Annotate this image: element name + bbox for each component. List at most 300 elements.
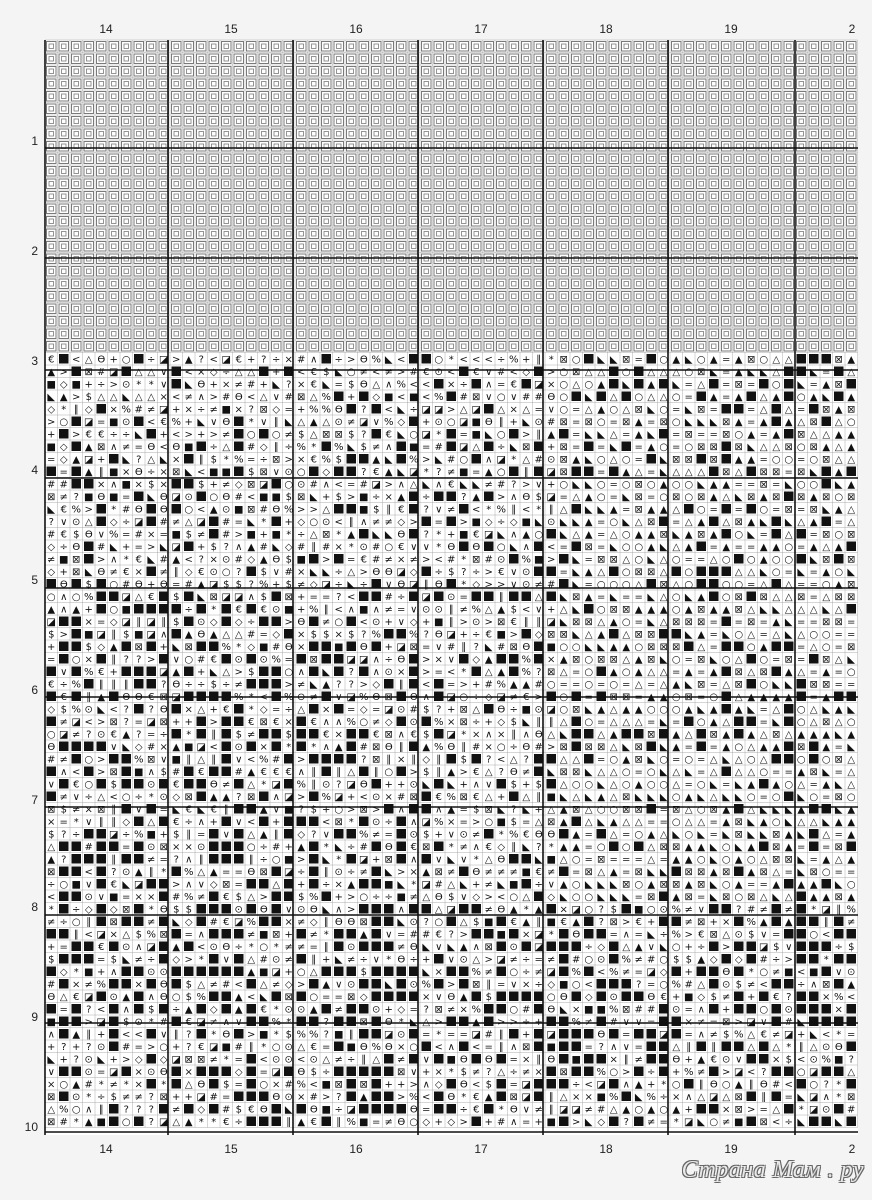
svg-text:■: ■ xyxy=(472,417,481,428)
svg-text:○: ○ xyxy=(622,455,631,466)
svg-text:⊠: ⊠ xyxy=(797,492,805,503)
svg-text:▲: ▲ xyxy=(397,492,405,503)
svg-text:⊙: ⊙ xyxy=(435,605,443,616)
svg-text:◣: ◣ xyxy=(322,380,330,391)
svg-text:⊠: ⊠ xyxy=(822,655,830,666)
svg-text:○: ○ xyxy=(622,617,631,628)
svg-text:#: # xyxy=(222,517,230,528)
svg-text:#: # xyxy=(272,642,280,653)
svg-text:⊙: ⊙ xyxy=(272,605,280,616)
svg-text:▲: ▲ xyxy=(672,355,680,366)
svg-text:◪: ◪ xyxy=(484,530,493,541)
svg-text:▲: ▲ xyxy=(847,355,855,366)
svg-text:⊠: ⊠ xyxy=(797,467,805,478)
svg-text:○: ○ xyxy=(672,592,681,603)
svg-text:=: = xyxy=(597,467,605,478)
svg-text:=: = xyxy=(797,642,805,653)
svg-text:◪: ◪ xyxy=(97,630,106,641)
svg-text:∨: ∨ xyxy=(435,642,442,653)
svg-text:▲: ▲ xyxy=(610,642,618,653)
svg-text:△: △ xyxy=(572,380,580,391)
svg-text:◇: ◇ xyxy=(47,405,55,416)
svg-text:+: + xyxy=(85,380,93,391)
svg-text:#: # xyxy=(447,642,455,653)
svg-text:÷: ÷ xyxy=(335,580,343,591)
svg-text:■: ■ xyxy=(409,442,418,453)
svg-text:◣: ◣ xyxy=(822,505,830,516)
svg-text:=: = xyxy=(647,467,655,478)
svg-text:◇: ◇ xyxy=(297,517,305,528)
svg-text:>: > xyxy=(460,617,468,628)
svg-text:=: = xyxy=(835,630,843,641)
svg-text:■: ■ xyxy=(409,392,418,403)
svg-text:▲: ▲ xyxy=(847,392,855,403)
svg-text:⊠: ⊠ xyxy=(722,430,730,441)
svg-text:⊠: ⊠ xyxy=(685,455,693,466)
svg-text:=: = xyxy=(135,442,143,453)
svg-text:◣: ◣ xyxy=(310,567,318,578)
svg-text:∥: ∥ xyxy=(136,617,141,628)
svg-text:○: ○ xyxy=(109,605,118,616)
svg-text:▲: ▲ xyxy=(772,617,780,628)
svg-text:?: ? xyxy=(161,680,166,691)
svg-text:■: ■ xyxy=(334,642,343,653)
svg-text:€: € xyxy=(448,480,454,491)
svg-text:△: △ xyxy=(797,605,805,616)
svg-text:◣: ◣ xyxy=(585,430,593,441)
svg-text:≠: ≠ xyxy=(297,680,305,691)
svg-text:*: * xyxy=(486,505,491,516)
svg-text:#: # xyxy=(435,442,443,453)
svg-text:⊙: ⊙ xyxy=(260,655,268,666)
svg-text:Ɵ: Ɵ xyxy=(447,542,455,553)
svg-text:▲: ▲ xyxy=(747,517,755,528)
svg-text:*: * xyxy=(461,667,466,678)
svg-text:△: △ xyxy=(785,605,793,616)
svg-text:◪: ◪ xyxy=(209,580,218,591)
svg-text:€: € xyxy=(236,355,242,366)
svg-text:€: € xyxy=(311,455,317,466)
svg-text:◣: ◣ xyxy=(647,405,655,416)
svg-text:△: △ xyxy=(610,430,618,441)
svg-text:◣: ◣ xyxy=(672,530,680,541)
svg-text:=: = xyxy=(585,555,593,566)
svg-text:=: = xyxy=(635,442,643,453)
svg-text:#: # xyxy=(460,392,468,403)
svg-text:⊠: ⊠ xyxy=(335,430,343,441)
svg-text:⊠: ⊠ xyxy=(810,505,818,516)
svg-text:×: × xyxy=(297,630,305,641)
svg-text:$: $ xyxy=(86,580,92,591)
svg-text:>: > xyxy=(422,455,430,466)
svg-text:€: € xyxy=(61,530,67,541)
svg-text:*: * xyxy=(349,542,354,553)
svg-text:○: ○ xyxy=(647,480,656,491)
svg-text:<: < xyxy=(160,442,168,453)
row-label: 1 xyxy=(18,134,38,148)
svg-text:×: × xyxy=(160,467,168,478)
svg-text:◣: ◣ xyxy=(822,605,830,616)
svg-text:⊠: ⊠ xyxy=(247,505,255,516)
svg-text:○: ○ xyxy=(847,417,856,428)
svg-text:△: △ xyxy=(660,555,668,566)
svg-text:■: ■ xyxy=(459,530,468,541)
svg-text:◪: ◪ xyxy=(172,542,181,553)
svg-text:⊠: ⊠ xyxy=(47,492,55,503)
svg-text:◣: ◣ xyxy=(510,442,518,453)
svg-text:◇: ◇ xyxy=(322,467,330,478)
svg-text:⊠: ⊠ xyxy=(560,630,568,641)
svg-text:*: * xyxy=(424,467,429,478)
svg-text:■: ■ xyxy=(259,492,268,503)
svg-text:△: △ xyxy=(135,392,143,403)
svg-text:€: € xyxy=(98,430,104,441)
svg-text:■: ■ xyxy=(434,617,443,628)
svg-text:⊠: ⊠ xyxy=(260,405,268,416)
svg-text:>: > xyxy=(97,555,105,566)
svg-text:Ɵ: Ɵ xyxy=(485,417,493,428)
svg-text:◪: ◪ xyxy=(47,617,56,628)
svg-text:Ɵ: Ɵ xyxy=(72,542,80,553)
svg-text:⊠: ⊠ xyxy=(585,542,593,553)
svg-text:∨: ∨ xyxy=(510,392,517,403)
svg-text:∥: ∥ xyxy=(511,505,516,516)
svg-text:#: # xyxy=(235,555,243,566)
svg-text:Ɵ: Ɵ xyxy=(435,580,443,591)
svg-text:=: = xyxy=(697,555,705,566)
svg-text:=: = xyxy=(822,367,830,378)
svg-text:△: △ xyxy=(522,405,530,416)
svg-text:■: ■ xyxy=(122,480,131,491)
svg-text:◣: ◣ xyxy=(660,467,668,478)
svg-text:Ɵ: Ɵ xyxy=(360,380,368,391)
svg-text:⊠: ⊠ xyxy=(297,392,305,403)
svg-text:◣: ◣ xyxy=(747,442,755,453)
svg-text:○: ○ xyxy=(634,555,643,566)
svg-text:?: ? xyxy=(536,667,541,678)
svg-text:◣: ◣ xyxy=(810,467,818,478)
svg-text:▲: ▲ xyxy=(385,467,393,478)
svg-text:#: # xyxy=(122,580,130,591)
svg-text:△: △ xyxy=(610,530,618,541)
svg-text:△: △ xyxy=(647,367,655,378)
svg-text:◇: ◇ xyxy=(310,580,318,591)
svg-text:*: * xyxy=(124,555,129,566)
svg-text:▲: ▲ xyxy=(647,605,655,616)
svg-text:=: = xyxy=(710,430,718,441)
svg-text:▲: ▲ xyxy=(85,442,93,453)
svg-text:+: + xyxy=(172,405,180,416)
svg-text:▲: ▲ xyxy=(585,530,593,541)
svg-text:Ɵ: Ɵ xyxy=(272,505,280,516)
svg-text:△: △ xyxy=(235,367,243,378)
svg-text:△: △ xyxy=(297,417,305,428)
svg-text:⊠: ⊠ xyxy=(560,467,568,478)
svg-text:◣: ◣ xyxy=(510,542,518,553)
svg-text:▲: ▲ xyxy=(810,492,818,503)
svg-text:△: △ xyxy=(85,517,93,528)
svg-text:△: △ xyxy=(735,655,743,666)
svg-text:$: $ xyxy=(261,567,267,578)
svg-text:*: * xyxy=(436,430,441,441)
svg-text:◣: ◣ xyxy=(610,442,618,453)
svg-text:▲: ▲ xyxy=(110,642,118,653)
svg-text:>: > xyxy=(310,505,318,516)
svg-text:△: △ xyxy=(747,630,755,641)
svg-text:÷: ÷ xyxy=(197,680,205,691)
svg-text:⊠: ⊠ xyxy=(497,617,505,628)
svg-text:△: △ xyxy=(622,555,630,566)
svg-text:×: × xyxy=(447,380,455,391)
svg-text:▲: ▲ xyxy=(735,355,743,366)
svg-text:◣: ◣ xyxy=(585,480,593,491)
svg-text:+: + xyxy=(210,480,218,491)
svg-text:△: △ xyxy=(847,455,855,466)
svg-text:⊠: ⊠ xyxy=(210,592,218,603)
svg-text:>: > xyxy=(110,380,118,391)
svg-text:?: ? xyxy=(361,630,366,641)
svg-text:×: × xyxy=(435,655,443,666)
svg-text:%: % xyxy=(71,505,81,516)
svg-text:∨: ∨ xyxy=(535,480,542,491)
svg-text:◣: ◣ xyxy=(847,655,855,666)
svg-text:⊠: ⊠ xyxy=(810,442,818,453)
svg-text:+: + xyxy=(97,455,105,466)
svg-text:?: ? xyxy=(424,505,429,516)
svg-text:∧: ∧ xyxy=(110,442,117,453)
svg-text:≠: ≠ xyxy=(235,380,243,391)
svg-text:○: ○ xyxy=(284,480,293,491)
svg-text:?: ? xyxy=(199,555,204,566)
svg-text:◇: ◇ xyxy=(285,542,293,553)
svg-text:#: # xyxy=(135,405,143,416)
svg-text:◣: ◣ xyxy=(210,667,218,678)
col-label-top: 17 xyxy=(461,22,501,36)
svg-text:⊠: ⊠ xyxy=(247,480,255,491)
svg-text:▲: ▲ xyxy=(47,367,55,378)
col-label-top: 19 xyxy=(711,22,751,36)
svg-text:◣: ◣ xyxy=(797,567,805,578)
svg-text:=: = xyxy=(722,355,730,366)
svg-text:×: × xyxy=(97,480,105,491)
svg-text:⊠: ⊠ xyxy=(822,455,830,466)
svg-text:∥: ∥ xyxy=(499,417,504,428)
svg-text:$: $ xyxy=(211,680,217,691)
svg-text:=: = xyxy=(747,405,755,416)
svg-text:*: * xyxy=(286,530,291,541)
svg-text:◪: ◪ xyxy=(497,455,506,466)
svg-text:#: # xyxy=(97,367,105,378)
svg-text:⊠: ⊠ xyxy=(735,605,743,616)
svg-text:△: △ xyxy=(485,605,493,616)
col-label-bottom: 14 xyxy=(86,1142,126,1156)
svg-text:=: = xyxy=(247,455,255,466)
svg-text:≠: ≠ xyxy=(60,492,68,503)
svg-text:○: ○ xyxy=(834,567,843,578)
svg-text:◣: ◣ xyxy=(272,542,280,553)
svg-text:$: $ xyxy=(323,630,329,641)
svg-text:⊠: ⊠ xyxy=(697,405,705,416)
svg-text:$: $ xyxy=(86,642,92,653)
svg-text:>: > xyxy=(185,430,193,441)
svg-text:◣: ◣ xyxy=(560,530,568,541)
svg-text:⊙: ⊙ xyxy=(197,617,205,628)
svg-text:◪: ◪ xyxy=(459,442,468,453)
svg-text:◣: ◣ xyxy=(785,630,793,641)
svg-text:∧: ∧ xyxy=(248,592,255,603)
svg-text:>: > xyxy=(422,555,430,566)
svg-text:=: = xyxy=(710,617,718,628)
svg-text:▲: ▲ xyxy=(172,555,180,566)
svg-text:=: = xyxy=(810,380,818,391)
svg-text:◣: ◣ xyxy=(422,480,430,491)
svg-text:=: = xyxy=(235,517,243,528)
svg-text:+: + xyxy=(547,480,555,491)
svg-text:+: + xyxy=(272,580,280,591)
svg-text:⊙: ⊙ xyxy=(497,555,505,566)
svg-text:▲: ▲ xyxy=(847,430,855,441)
svg-text:△: △ xyxy=(572,492,580,503)
svg-text:⊠: ⊠ xyxy=(835,355,843,366)
svg-text:=: = xyxy=(772,480,780,491)
svg-text:◣: ◣ xyxy=(822,392,830,403)
svg-text:$: $ xyxy=(336,455,342,466)
svg-text:=: = xyxy=(847,617,855,628)
svg-text:=: = xyxy=(597,517,605,528)
svg-text:○: ○ xyxy=(247,430,256,441)
svg-text:▲: ▲ xyxy=(622,642,630,653)
svg-text:△: △ xyxy=(697,642,705,653)
svg-text:◣: ◣ xyxy=(497,530,505,541)
svg-text:>: > xyxy=(60,630,68,641)
svg-text:+: + xyxy=(122,542,130,553)
svg-text:◣: ◣ xyxy=(610,355,618,366)
svg-text:÷: ÷ xyxy=(260,455,268,466)
svg-text:■: ■ xyxy=(109,492,118,503)
svg-text:=: = xyxy=(747,480,755,491)
svg-text:○: ○ xyxy=(559,367,568,378)
svg-text:⊠: ⊠ xyxy=(660,530,668,541)
svg-text:+: + xyxy=(385,642,393,653)
svg-text:€: € xyxy=(373,467,379,478)
svg-text:+: + xyxy=(510,417,518,428)
svg-text:#: # xyxy=(160,517,168,528)
svg-text:×: × xyxy=(147,530,155,541)
svg-text:◪: ◪ xyxy=(159,355,168,366)
svg-text:≠: ≠ xyxy=(447,467,455,478)
svg-text:€: € xyxy=(398,505,404,516)
svg-text:>: > xyxy=(72,430,80,441)
svg-text:◪: ◪ xyxy=(234,592,243,603)
svg-text:$: $ xyxy=(373,505,379,516)
svg-text:∥: ∥ xyxy=(111,655,116,666)
svg-text:Ɵ: Ɵ xyxy=(522,642,530,653)
svg-text:*: * xyxy=(311,442,316,453)
svg-text:#: # xyxy=(410,367,418,378)
svg-text:×: × xyxy=(160,480,168,491)
svg-text:=: = xyxy=(610,492,618,503)
svg-text:×: × xyxy=(85,617,93,628)
svg-text:△: △ xyxy=(660,592,668,603)
svg-text:▲: ▲ xyxy=(735,417,743,428)
svg-text:=: = xyxy=(760,455,768,466)
svg-text:=: = xyxy=(597,542,605,553)
svg-text:○: ○ xyxy=(609,517,618,528)
svg-text:÷: ÷ xyxy=(122,430,130,441)
svg-text:+: + xyxy=(297,605,305,616)
svg-text:■: ■ xyxy=(472,517,481,528)
svg-text:△: △ xyxy=(222,630,230,641)
svg-text:△: △ xyxy=(822,430,830,441)
svg-text:%: % xyxy=(271,655,281,666)
svg-text:?: ? xyxy=(361,405,366,416)
svg-text:◪: ◪ xyxy=(547,467,556,478)
svg-text:◣: ◣ xyxy=(472,480,480,491)
svg-text:⊙: ⊙ xyxy=(210,567,218,578)
svg-text:◣: ◣ xyxy=(660,455,668,466)
svg-text:<: < xyxy=(485,355,493,366)
svg-text:⊠: ⊠ xyxy=(572,655,580,666)
svg-text:>: > xyxy=(285,455,293,466)
svg-text:€: € xyxy=(48,355,54,366)
svg-text:◣: ◣ xyxy=(810,367,818,378)
svg-text:⊠: ⊠ xyxy=(635,630,643,641)
svg-text:≠: ≠ xyxy=(222,430,230,441)
svg-text:⊙: ⊙ xyxy=(185,492,193,503)
svg-text:=: = xyxy=(685,392,693,403)
svg-text:△: △ xyxy=(660,667,668,678)
svg-text:◣: ◣ xyxy=(697,480,705,491)
svg-text:=: = xyxy=(647,417,655,428)
svg-text:△: △ xyxy=(810,642,818,653)
svg-text:△: △ xyxy=(597,617,605,628)
svg-text:▲: ▲ xyxy=(185,630,193,641)
svg-text:⊠: ⊠ xyxy=(847,405,855,416)
svg-text:△: △ xyxy=(560,667,568,678)
svg-text:≠: ≠ xyxy=(447,505,455,516)
svg-text:+: + xyxy=(547,442,555,453)
svg-text:>: > xyxy=(460,517,468,528)
svg-text:+: + xyxy=(197,542,205,553)
svg-text:■: ■ xyxy=(134,630,143,641)
svg-text:<: < xyxy=(185,555,193,566)
svg-text:Ɵ: Ɵ xyxy=(97,492,105,503)
svg-text:▲: ▲ xyxy=(585,517,593,528)
svg-text:#: # xyxy=(260,542,268,553)
svg-text:▲: ▲ xyxy=(835,430,843,441)
svg-text:△: △ xyxy=(772,442,780,453)
svg-text:#: # xyxy=(197,655,205,666)
svg-text:△: △ xyxy=(785,355,793,366)
svg-text:◪: ◪ xyxy=(147,617,156,628)
svg-text:■: ■ xyxy=(547,642,556,653)
svg-text:=: = xyxy=(697,667,705,678)
svg-text:■: ■ xyxy=(109,467,118,478)
svg-text:÷: ÷ xyxy=(247,617,255,628)
svg-text:⊠: ⊠ xyxy=(610,555,618,566)
svg-text:=: = xyxy=(460,430,468,441)
svg-text:€: € xyxy=(423,367,429,378)
svg-text:∥: ∥ xyxy=(311,542,316,553)
svg-text:÷: ÷ xyxy=(497,442,505,453)
svg-text:△: △ xyxy=(660,367,668,378)
svg-text:○: ○ xyxy=(809,480,818,491)
svg-text:⊠: ⊠ xyxy=(97,442,105,453)
svg-text:#: # xyxy=(547,417,555,428)
svg-text:Ɵ: Ɵ xyxy=(385,567,393,578)
svg-text:⊙: ⊙ xyxy=(447,592,455,603)
svg-text:=: = xyxy=(810,667,818,678)
